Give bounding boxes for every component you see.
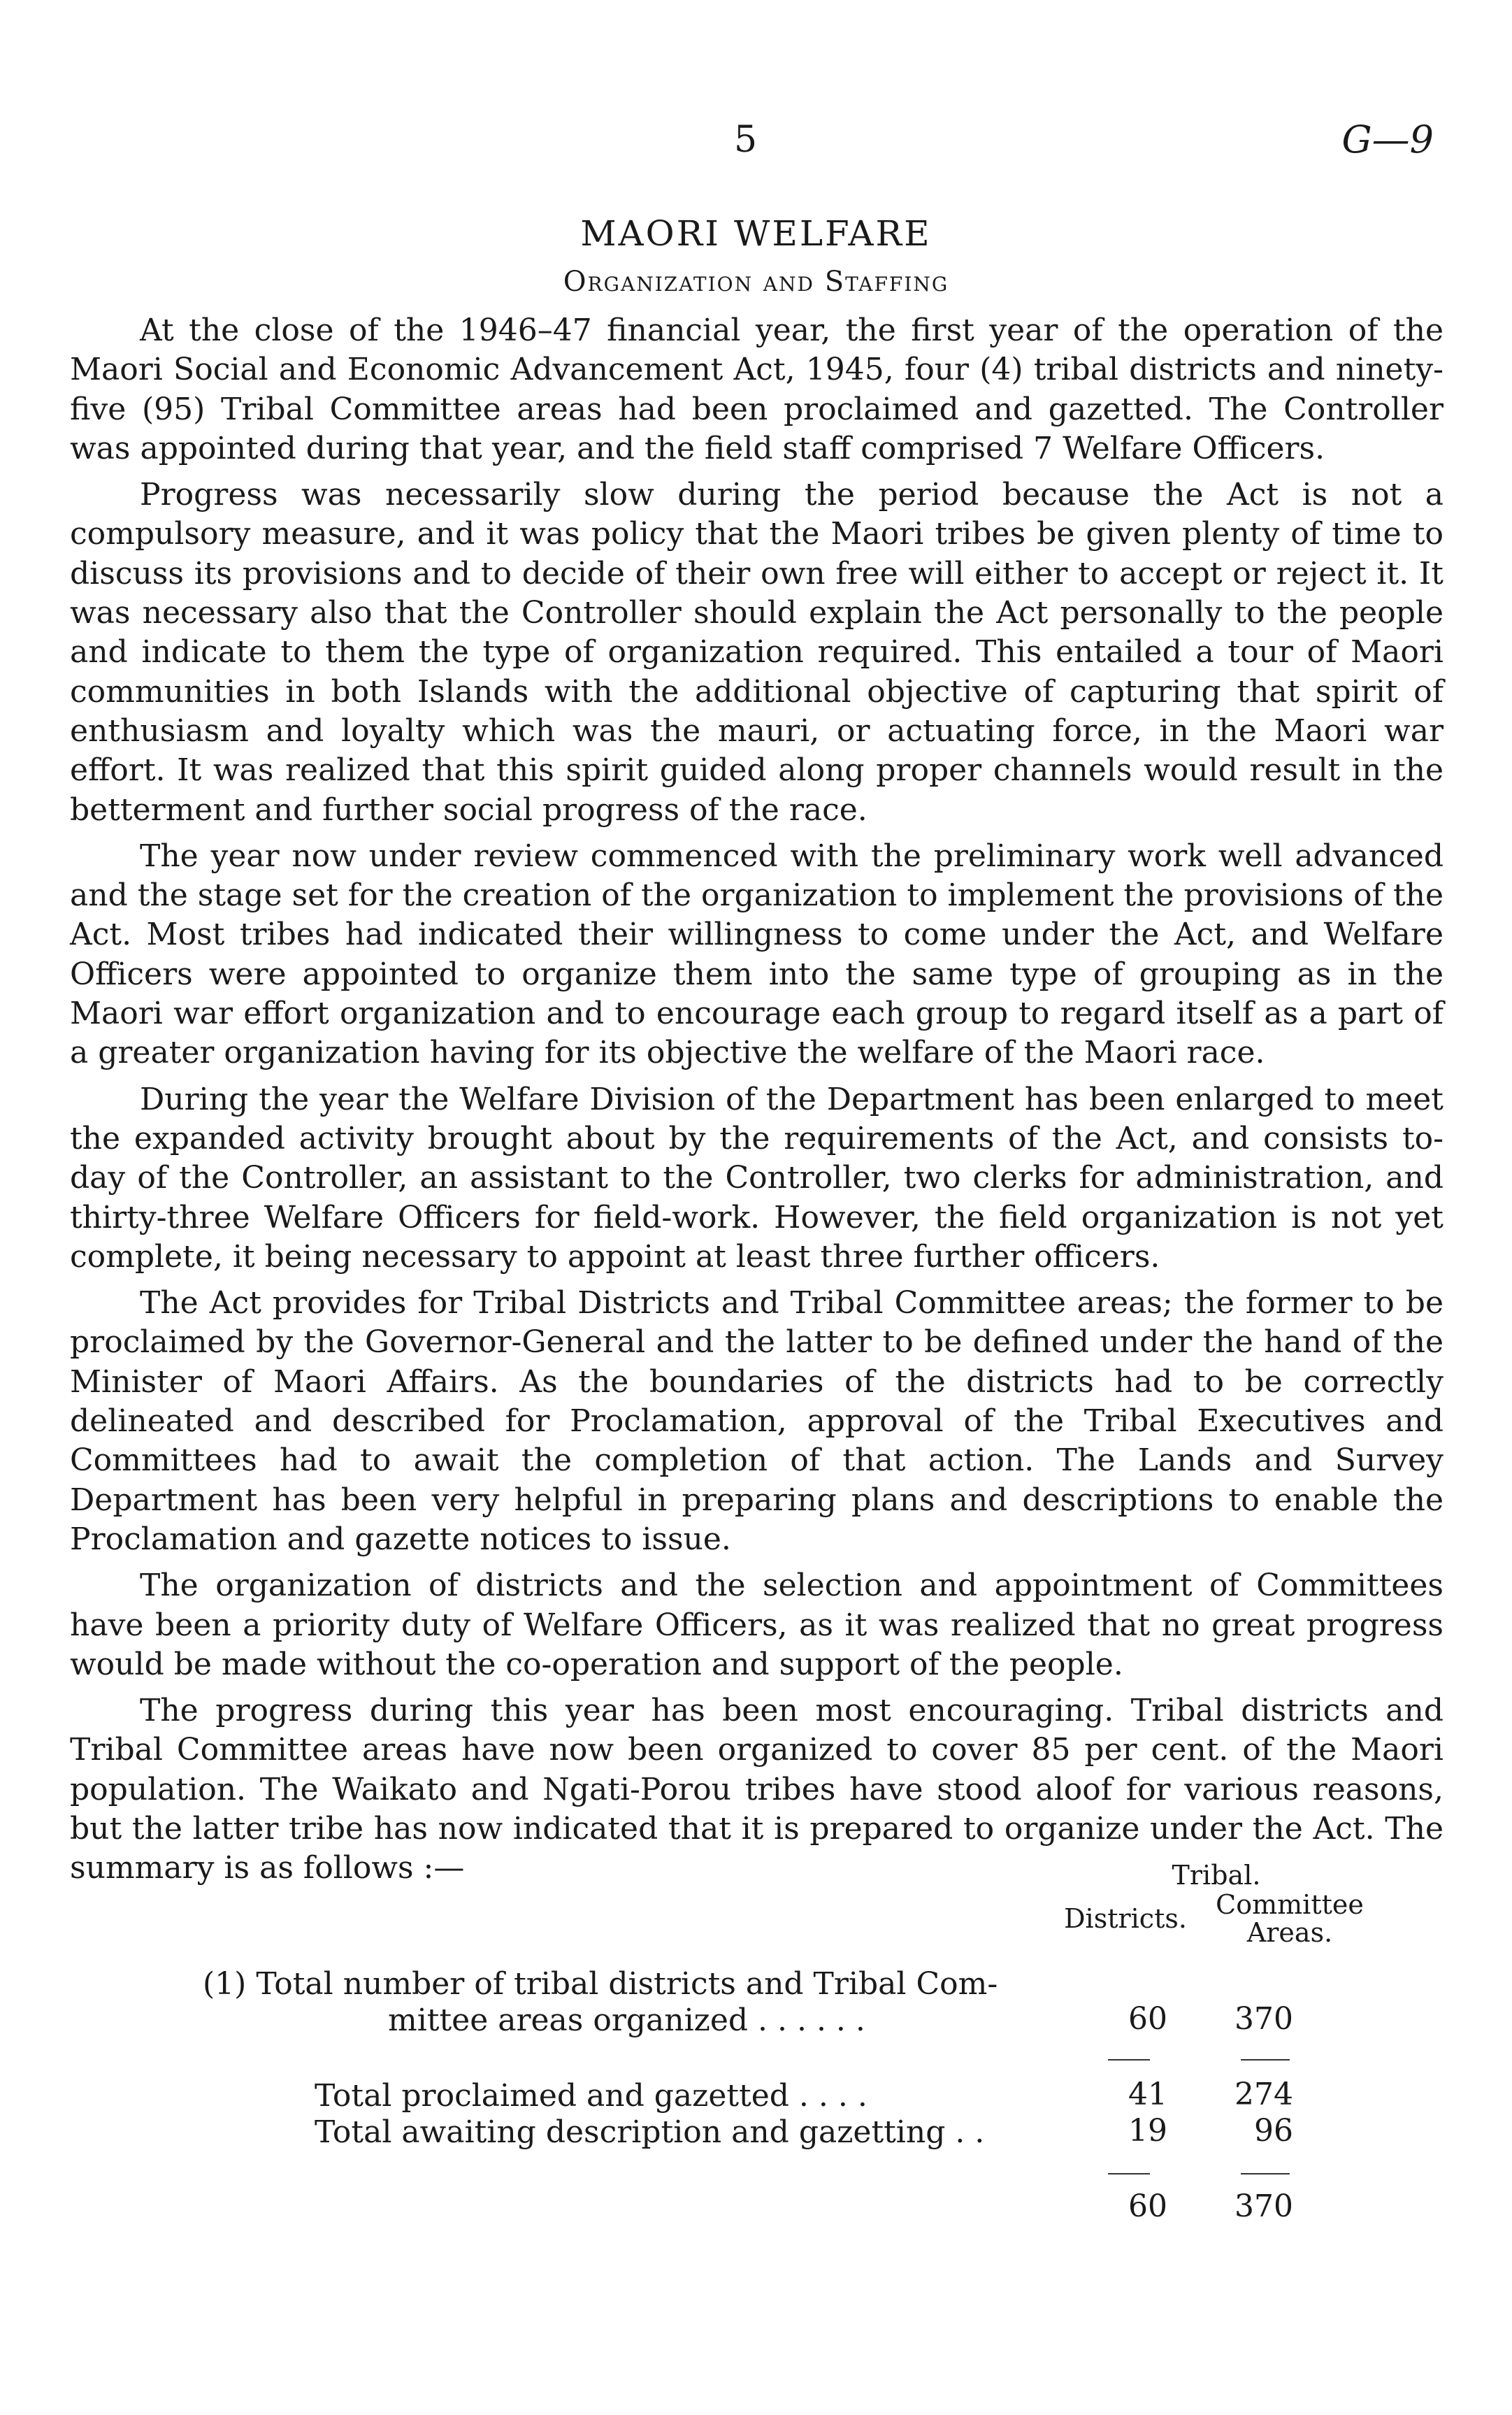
col-header-areas: Areas. bbox=[1246, 1917, 1333, 1948]
rule bbox=[1241, 2059, 1290, 2061]
document-code: G—9 bbox=[1341, 117, 1434, 162]
col-header-tribal: Tribal. bbox=[1172, 1860, 1261, 1891]
row1-districts: 60 bbox=[1128, 2001, 1167, 2037]
paragraph: The progress during this year has been most encouraging. Tribal districts and Tribal Committee areas have now been organized to cover 85 per cent. of the Maori population. The Waikato and Ngati-Porou tribes have stood aloof for various reasons, but the latter tribe has now indicated that it is prepared to organize under the Act. The summary is as follows :— bbox=[70, 1693, 1443, 1886]
row1-areas: 370 bbox=[1234, 2001, 1293, 2037]
section-subtitle: Organization and Staffing bbox=[563, 266, 949, 298]
page-number: 5 bbox=[734, 119, 758, 161]
row2-districts: 41 bbox=[1128, 2077, 1167, 2112]
paragraph: The organization of districts and the selection and appointment of Committees have been a priority duty of Welfare Officers, as it was realized that no great progress would be made without the co-operation and support of the people. bbox=[70, 1568, 1443, 1682]
paragraph: The Act provides for Tribal Districts and Tribal Committee areas; the former to be proclaimed by the Governor-General and the latter to be defined under the hand of the Minister of Maori Affairs. As the boundaries of the districts had to be correctly delineated and described for Proclamation, approval of the Tribal Executives and Committees had to await the completion of that action. The Lands and Survey Department has been very helpful in preparing plans and descriptions to enable the Proclamation and gazette notices to issue. bbox=[70, 1285, 1443, 1557]
paragraph: At the close of the 1946–47 financial year, the first year of the operation of the Maori Social and Economic Advancement Act, 1945, four (4) tribal districts and ninety-five (95) Tribal Committee areas had been proclaimed and gazetted. The Controller was appointed during that year, and the field staff comprised 7 Welfare Officers. bbox=[70, 313, 1443, 466]
row2-label: Total proclaimed and gazetted . . . . bbox=[315, 2078, 867, 2114]
row3-districts: 19 bbox=[1128, 2113, 1167, 2149]
total-districts: 60 bbox=[1128, 2188, 1167, 2224]
section-title: MAORI WELFARE bbox=[580, 213, 932, 254]
row2-areas: 274 bbox=[1234, 2077, 1293, 2112]
row3-areas: 96 bbox=[1254, 2113, 1293, 2149]
row1-label-line1: (1) Total number of tribal districts and Tribal Com- bbox=[203, 1966, 998, 2002]
body-text bbox=[70, 311, 1443, 1896]
rule bbox=[1108, 2173, 1150, 2174]
row1-label-line2: mittee areas organized . . . . . . bbox=[388, 2002, 865, 2038]
paragraph: During the year the Welfare Division of the Department has been enlarged to meet the expanded activity brought about by the requirements of the Act, and consists to-day of the Controller, an assistant to the Controller, two clerks for administration, and thirty-three Welfare Officers for field-work. However, the field organization is not yet complete, it being necessary to appoint at least three further officers. bbox=[70, 1081, 1443, 1275]
row3-label: Total awaiting description and gazetting . . bbox=[315, 2114, 985, 2150]
rule bbox=[1108, 2059, 1150, 2061]
col-header-districts: Districts. bbox=[1064, 1903, 1187, 1934]
col-header-committee: Committee bbox=[1216, 1889, 1364, 1920]
total-areas: 370 bbox=[1234, 2188, 1293, 2224]
paragraph: The year now under review commenced with the preliminary work well advanced and the stage set for the creation of the organization to implement the provisions of the Act. Most tribes had indicated their willingness to come under the Act, and Welfare Officers were appointed to organize them into the same type of grouping as in the Maori war effort organization and to encourage each group to regard itself as a part of a greater organization having for its objective the welfare of the Maori race. bbox=[70, 838, 1443, 1071]
rule bbox=[1241, 2173, 1290, 2174]
paragraph: Progress was necessarily slow during the period because the Act is not a compulsory measure, and it was policy that the Maori tribes be given plenty of time to discuss its provisions and to decide of their own free will either to accept or reject it. It was necessary also that the Controller should explain the Act personally to the people and indicate to them the type of organization required. This entailed a tour of Maori communities in both Islands with the additional objective of capturing that spirit of enthusiasm and loyalty which was the mauri, or actuating force, in the Maori war effort. It was realized that this spirit guided along proper channels would result in the betterment and further social progress of the race. bbox=[70, 477, 1443, 828]
